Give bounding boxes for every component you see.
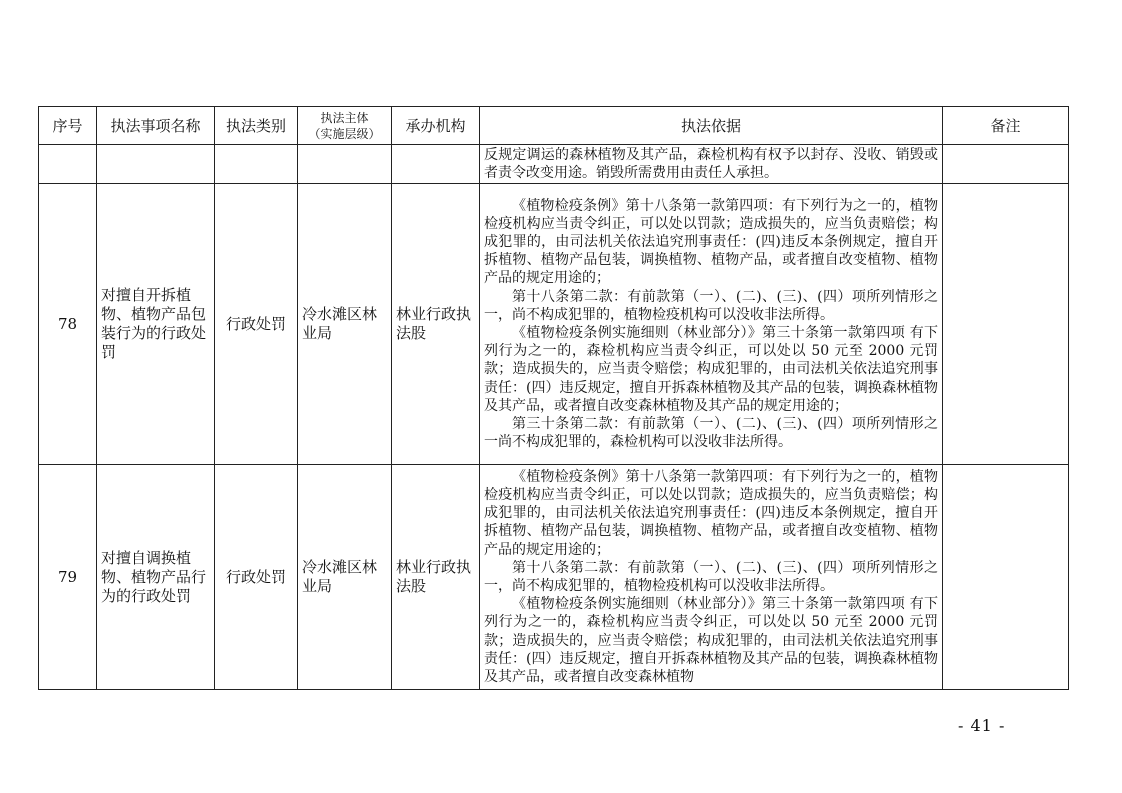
cell-remark bbox=[943, 465, 1069, 690]
cell-no: 79 bbox=[39, 465, 97, 690]
header-remark: 备注 bbox=[943, 107, 1069, 145]
cell-empty bbox=[39, 145, 97, 184]
cell-empty bbox=[392, 145, 480, 184]
header-no: 序号 bbox=[39, 107, 97, 145]
basis-paragraph: 第十八条第二款：有前款第（一）、(二)、(三)、(四）项所列情形之一，尚不构成犯罪的，植物检疫机构可以没收非法所得。 bbox=[484, 288, 938, 323]
table-row bbox=[39, 184, 1069, 465]
table-row bbox=[39, 465, 1069, 690]
cell-item: 对擅自开拆植物、植物产品包装行为的行政处罚 bbox=[97, 184, 215, 465]
basis-paragraph: 《植物检疫条例》第十八条第一款第四项：有下列行为之一的，植物检疫机构应当责令纠正，可以处以罚款；造成损失的，应当负责赔偿；构成犯罪的，由司法机关依法追究刑事责任：(四)违反本条例规定，擅自开拆植物、植物产品包装，调换植物、植物产品，或者擅自改变植物、植物产品的规定用途的； bbox=[484, 468, 938, 558]
header-item: 执法事项名称 bbox=[97, 107, 215, 145]
header-row bbox=[39, 107, 1069, 145]
header-office: 承办机构 bbox=[392, 107, 480, 145]
cell-type: 行政处罚 bbox=[215, 465, 298, 690]
header-basis: 执法依据 bbox=[480, 107, 943, 145]
cell-basis bbox=[480, 465, 943, 690]
header-type: 执法类别 bbox=[215, 107, 298, 145]
continuation-row bbox=[39, 145, 1069, 184]
header-subject-line2: （实施层级） bbox=[308, 126, 381, 141]
header-subject bbox=[298, 107, 392, 145]
cell-basis bbox=[480, 145, 943, 184]
cell-empty bbox=[97, 145, 215, 184]
cell-type: 行政处罚 bbox=[215, 184, 298, 465]
cell-subject: 冷水滩区林业局 bbox=[298, 184, 392, 465]
cell-remark bbox=[943, 184, 1069, 465]
basis-paragraph: 反规定调运的森林植物及其产品，森检机构有权予以封存、没收、销毁或者责令改变用途。销毁所需费用由责任人承担。 bbox=[484, 146, 938, 181]
cell-office: 林业行政执法股 bbox=[392, 465, 480, 690]
basis-paragraph: 《植物检疫条例实施细则（林业部分）》第三十条第一款第四项 有下列行为之一的，森检机构应当责令纠正，可以处以 50 元至 2000 元罚款；造成损失的，应当责令赔偿；构成犯罪的，由司法机关依法追究刑事责任：(四）违反规定，擅自开拆森林植物及其产品的包装，调换森林植物及其产品，或者擅自改变森林植物及其产品的规定用途的； bbox=[484, 325, 938, 414]
page-number: - 41 - bbox=[958, 716, 1006, 735]
cell-item: 对擅自调换植物、植物产品行为的行政处罚 bbox=[97, 465, 215, 690]
enforcement-table bbox=[38, 106, 1069, 690]
basis-paragraph: 《植物检疫条例》第十八条第一款第四项：有下列行为之一的，植物检疫机构应当责令纠正，可以处以罚款；造成损失的，应当负责赔偿；构成犯罪的，由司法机关依法追究刑事责任：(四)违反本条例规定，擅自开拆植物、植物产品包装，调换植物、植物产品，或者擅自改变植物、植物产品的规定用途的； bbox=[484, 197, 938, 287]
cell-empty bbox=[215, 145, 298, 184]
basis-paragraph: 第十八条第二款：有前款第（一）、(二)、(三)、(四）项所列情形之一，尚不构成犯罪的，植物检疫机构可以没收非法所得。 bbox=[484, 559, 938, 594]
cell-remark bbox=[943, 145, 1069, 184]
cell-empty bbox=[298, 145, 392, 184]
cell-office: 林业行政执法股 bbox=[392, 184, 480, 465]
cell-no: 78 bbox=[39, 184, 97, 465]
basis-paragraph: 第三十条第二款：有前款第（一）、(二)、(三)、(四）项所列情形之一尚不构成犯罪的，森检机构可以没收非法所得。 bbox=[484, 416, 938, 451]
basis-paragraph: 《植物检疫条例实施细则（林业部分）》第三十条第一款第四项 有下列行为之一的，森检机构应当责令纠正，可以处以 50 元至 2000 元罚款；造成损失的，应当责令赔偿；构成犯罪的，由司法机关依法追究刑事责任：(四）违反规定，擅自开拆森林植物及其产品的包装，调换森林植物及其产品，或者擅自改变森林植物 bbox=[484, 596, 938, 686]
cell-subject: 冷水滩区林业局 bbox=[298, 465, 392, 690]
cell-basis bbox=[480, 184, 943, 465]
header-subject-line1: 执法主体 bbox=[320, 110, 369, 125]
